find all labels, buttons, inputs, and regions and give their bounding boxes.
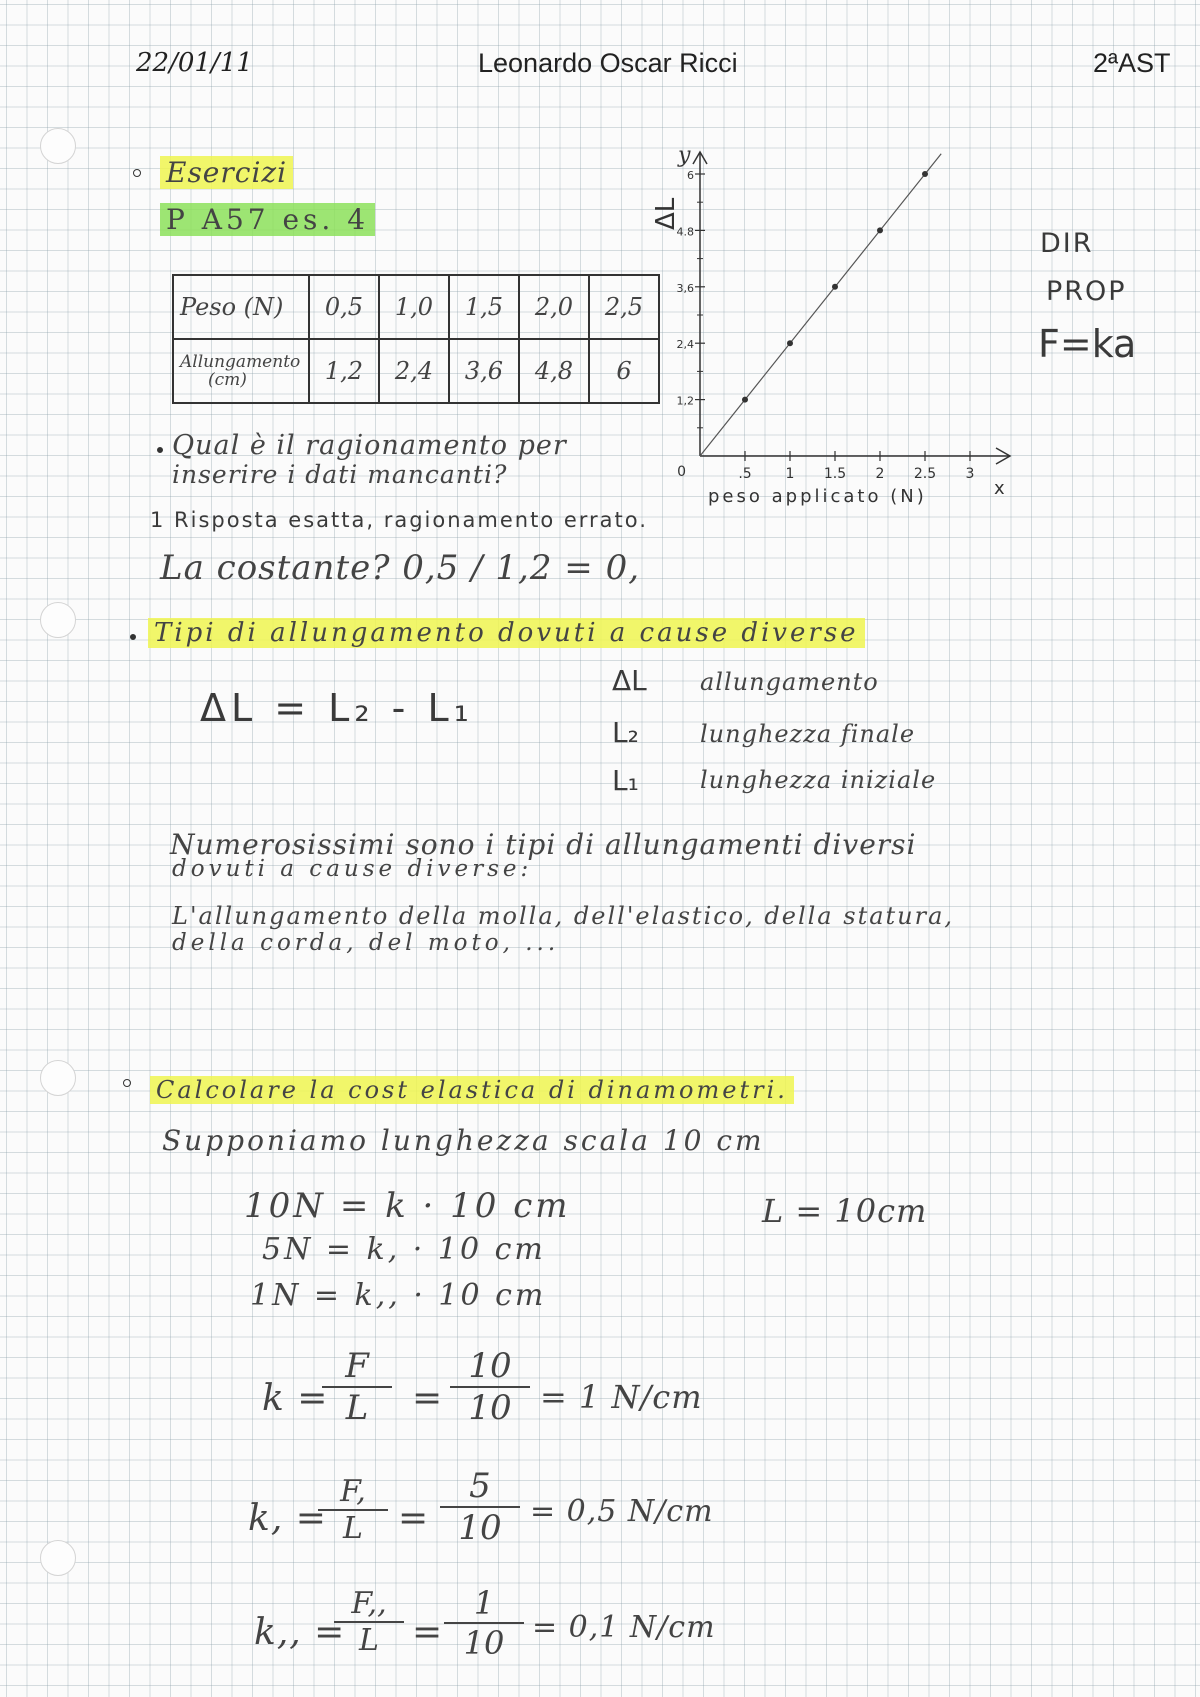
- x-tick-label: .5: [738, 466, 752, 482]
- table-cell: 0,5: [309, 275, 379, 339]
- y-tick-label: 2,4: [676, 338, 694, 352]
- k1-eq: =: [412, 1378, 444, 1419]
- k2-lhs: k, =: [248, 1498, 327, 1539]
- legend-sym-l2: L₂: [612, 716, 639, 749]
- data-point: [832, 284, 838, 290]
- x-tick-label: 2.5: [913, 466, 937, 482]
- punch-hole: [40, 128, 76, 164]
- header-name: Leonardo Oscar Ricci: [478, 48, 738, 78]
- legend-desc-l1: lunghezza iniziale: [700, 766, 937, 794]
- bullet: [133, 169, 141, 177]
- y-tick-label: 4.8: [676, 225, 694, 239]
- header-date: 22/01/11: [136, 48, 253, 78]
- data-point: [877, 227, 883, 233]
- legend-desc-dl: allungamento: [700, 668, 879, 696]
- question-line1: Qual è il ragionamento per: [172, 430, 567, 461]
- bullet: [157, 447, 163, 453]
- table-cell: 2,4: [379, 339, 449, 403]
- table-header-label: Allungamento: [180, 352, 301, 372]
- side-note-dir: DIR: [1040, 228, 1094, 259]
- header-class: 2ªAST: [1093, 48, 1171, 78]
- k1-result: = 1 N/cm: [540, 1378, 703, 1416]
- k1-fraction-1: [322, 1346, 392, 1428]
- section2-formula: ΔL = L₂ - L₁: [200, 686, 474, 730]
- x-tick-label: 1: [785, 466, 795, 482]
- y-tick-label: 3,6: [676, 281, 694, 295]
- k3-eq: =: [412, 1612, 444, 1653]
- l-value: L = 10cm: [762, 1192, 928, 1230]
- y-tick-label: 1,2: [676, 394, 694, 408]
- k3-fraction-2: [444, 1584, 524, 1662]
- paragraph-line4: della corda, del moto, ...: [172, 930, 560, 956]
- table-header-unit: (cm): [208, 370, 247, 390]
- k3-den1: L: [359, 1623, 379, 1658]
- k1-den2: 10: [468, 1388, 512, 1428]
- legend-sym-dl: ΔL: [612, 664, 647, 697]
- table-header-peso: Peso (N): [173, 275, 309, 339]
- k2-den2: 10: [458, 1508, 502, 1548]
- section3-title: Calcolare la cost elastica di dinamometri.: [150, 1076, 794, 1104]
- k3-result: = 0,1 N/cm: [532, 1610, 716, 1645]
- line-chart: [630, 140, 1010, 540]
- x-tick-label: 2: [875, 466, 885, 482]
- k1-den1: L: [345, 1388, 369, 1428]
- exercises-ref: P A57 es. 4: [160, 203, 375, 236]
- answer-note: 1 Risposta esatta, ragionamento errato.: [150, 508, 648, 532]
- y-tick-label: 6: [687, 169, 694, 182]
- paragraph-line2: dovuti a cause diverse:: [172, 856, 533, 882]
- side-note-formula: F=ka: [1038, 322, 1137, 366]
- bullet: [130, 634, 136, 640]
- table-cell: 4,8: [519, 339, 589, 403]
- equation-1: 10N = k · 10 cm: [244, 1186, 571, 1226]
- k2-eq: =: [398, 1498, 430, 1539]
- k3-num1: F,,: [334, 1586, 404, 1623]
- table-cell: 1,5: [449, 275, 519, 339]
- legend-desc-l2: lunghezza finale: [700, 720, 916, 748]
- exercises-title: Esercizi: [160, 156, 293, 189]
- section3-subtitle: Supponiamo lunghezza scala 10 cm: [162, 1124, 765, 1157]
- k2-fraction-1: [318, 1474, 388, 1546]
- paragraph-line1: Numerosissimi sono i tipi di allungamenti diversi: [170, 828, 917, 861]
- punch-hole: [40, 1540, 76, 1576]
- k3-fraction-1: [334, 1586, 404, 1658]
- y-axis-label: ΔL: [651, 197, 681, 230]
- data-point: [787, 340, 793, 346]
- k1-fraction-2: [450, 1346, 530, 1428]
- k1-num2: 10: [450, 1346, 530, 1388]
- table-row: [173, 339, 659, 403]
- origin-label: 0: [677, 464, 686, 480]
- k3-den2: 10: [463, 1624, 505, 1662]
- k1-num1: F: [322, 1346, 392, 1388]
- table-cell: 1,2: [309, 339, 379, 403]
- k3-lhs: k,, =: [254, 1612, 346, 1653]
- table-header-allungamento: [173, 339, 309, 403]
- x-axis-letter: x: [994, 478, 1005, 499]
- k3-num2: 1: [444, 1584, 524, 1624]
- k1-lhs: k =: [262, 1378, 329, 1419]
- data-point: [922, 171, 928, 177]
- punch-hole: [40, 1060, 76, 1096]
- bullet: [123, 1079, 131, 1087]
- x-tick-label: 1.5: [823, 466, 847, 482]
- x-tick-label: 3: [965, 466, 975, 482]
- table-cell: 2,0: [519, 275, 589, 339]
- table-cell: 1,0: [379, 275, 449, 339]
- k2-fraction-2: [440, 1466, 520, 1548]
- constant-line: La costante? 0,5 / 1,2 = 0,: [160, 548, 641, 588]
- series-line: [700, 154, 941, 456]
- data-table: [172, 274, 660, 404]
- table-cell: 2,5: [589, 275, 659, 339]
- side-note-prop: PROP: [1046, 276, 1127, 307]
- y-axis-letter: y: [678, 143, 691, 168]
- k2-den1: L: [343, 1511, 363, 1546]
- table-cell: 3,6: [449, 339, 519, 403]
- k2-num2: 5: [440, 1466, 520, 1508]
- legend-sym-l1: L₁: [612, 764, 639, 797]
- paragraph-line3: L'allungamento della molla, dell'elastico, della statura,: [172, 902, 955, 930]
- k2-num1: F,: [318, 1474, 388, 1511]
- equation-2: 5N = k, · 10 cm: [262, 1232, 546, 1267]
- equation-3: 1N = k,, · 10 cm: [250, 1278, 547, 1313]
- k2-result: = 0,5 N/cm: [530, 1494, 714, 1529]
- data-point: [742, 397, 748, 403]
- table-row: [173, 275, 659, 339]
- section2-title: Tipi di allungamento dovuti a cause diverse: [148, 618, 865, 648]
- question-line2: inserire i dati mancanti?: [172, 460, 508, 489]
- table-cell: 6: [589, 339, 659, 403]
- x-axis-label: peso applicato (N): [708, 486, 927, 507]
- punch-hole: [40, 602, 76, 638]
